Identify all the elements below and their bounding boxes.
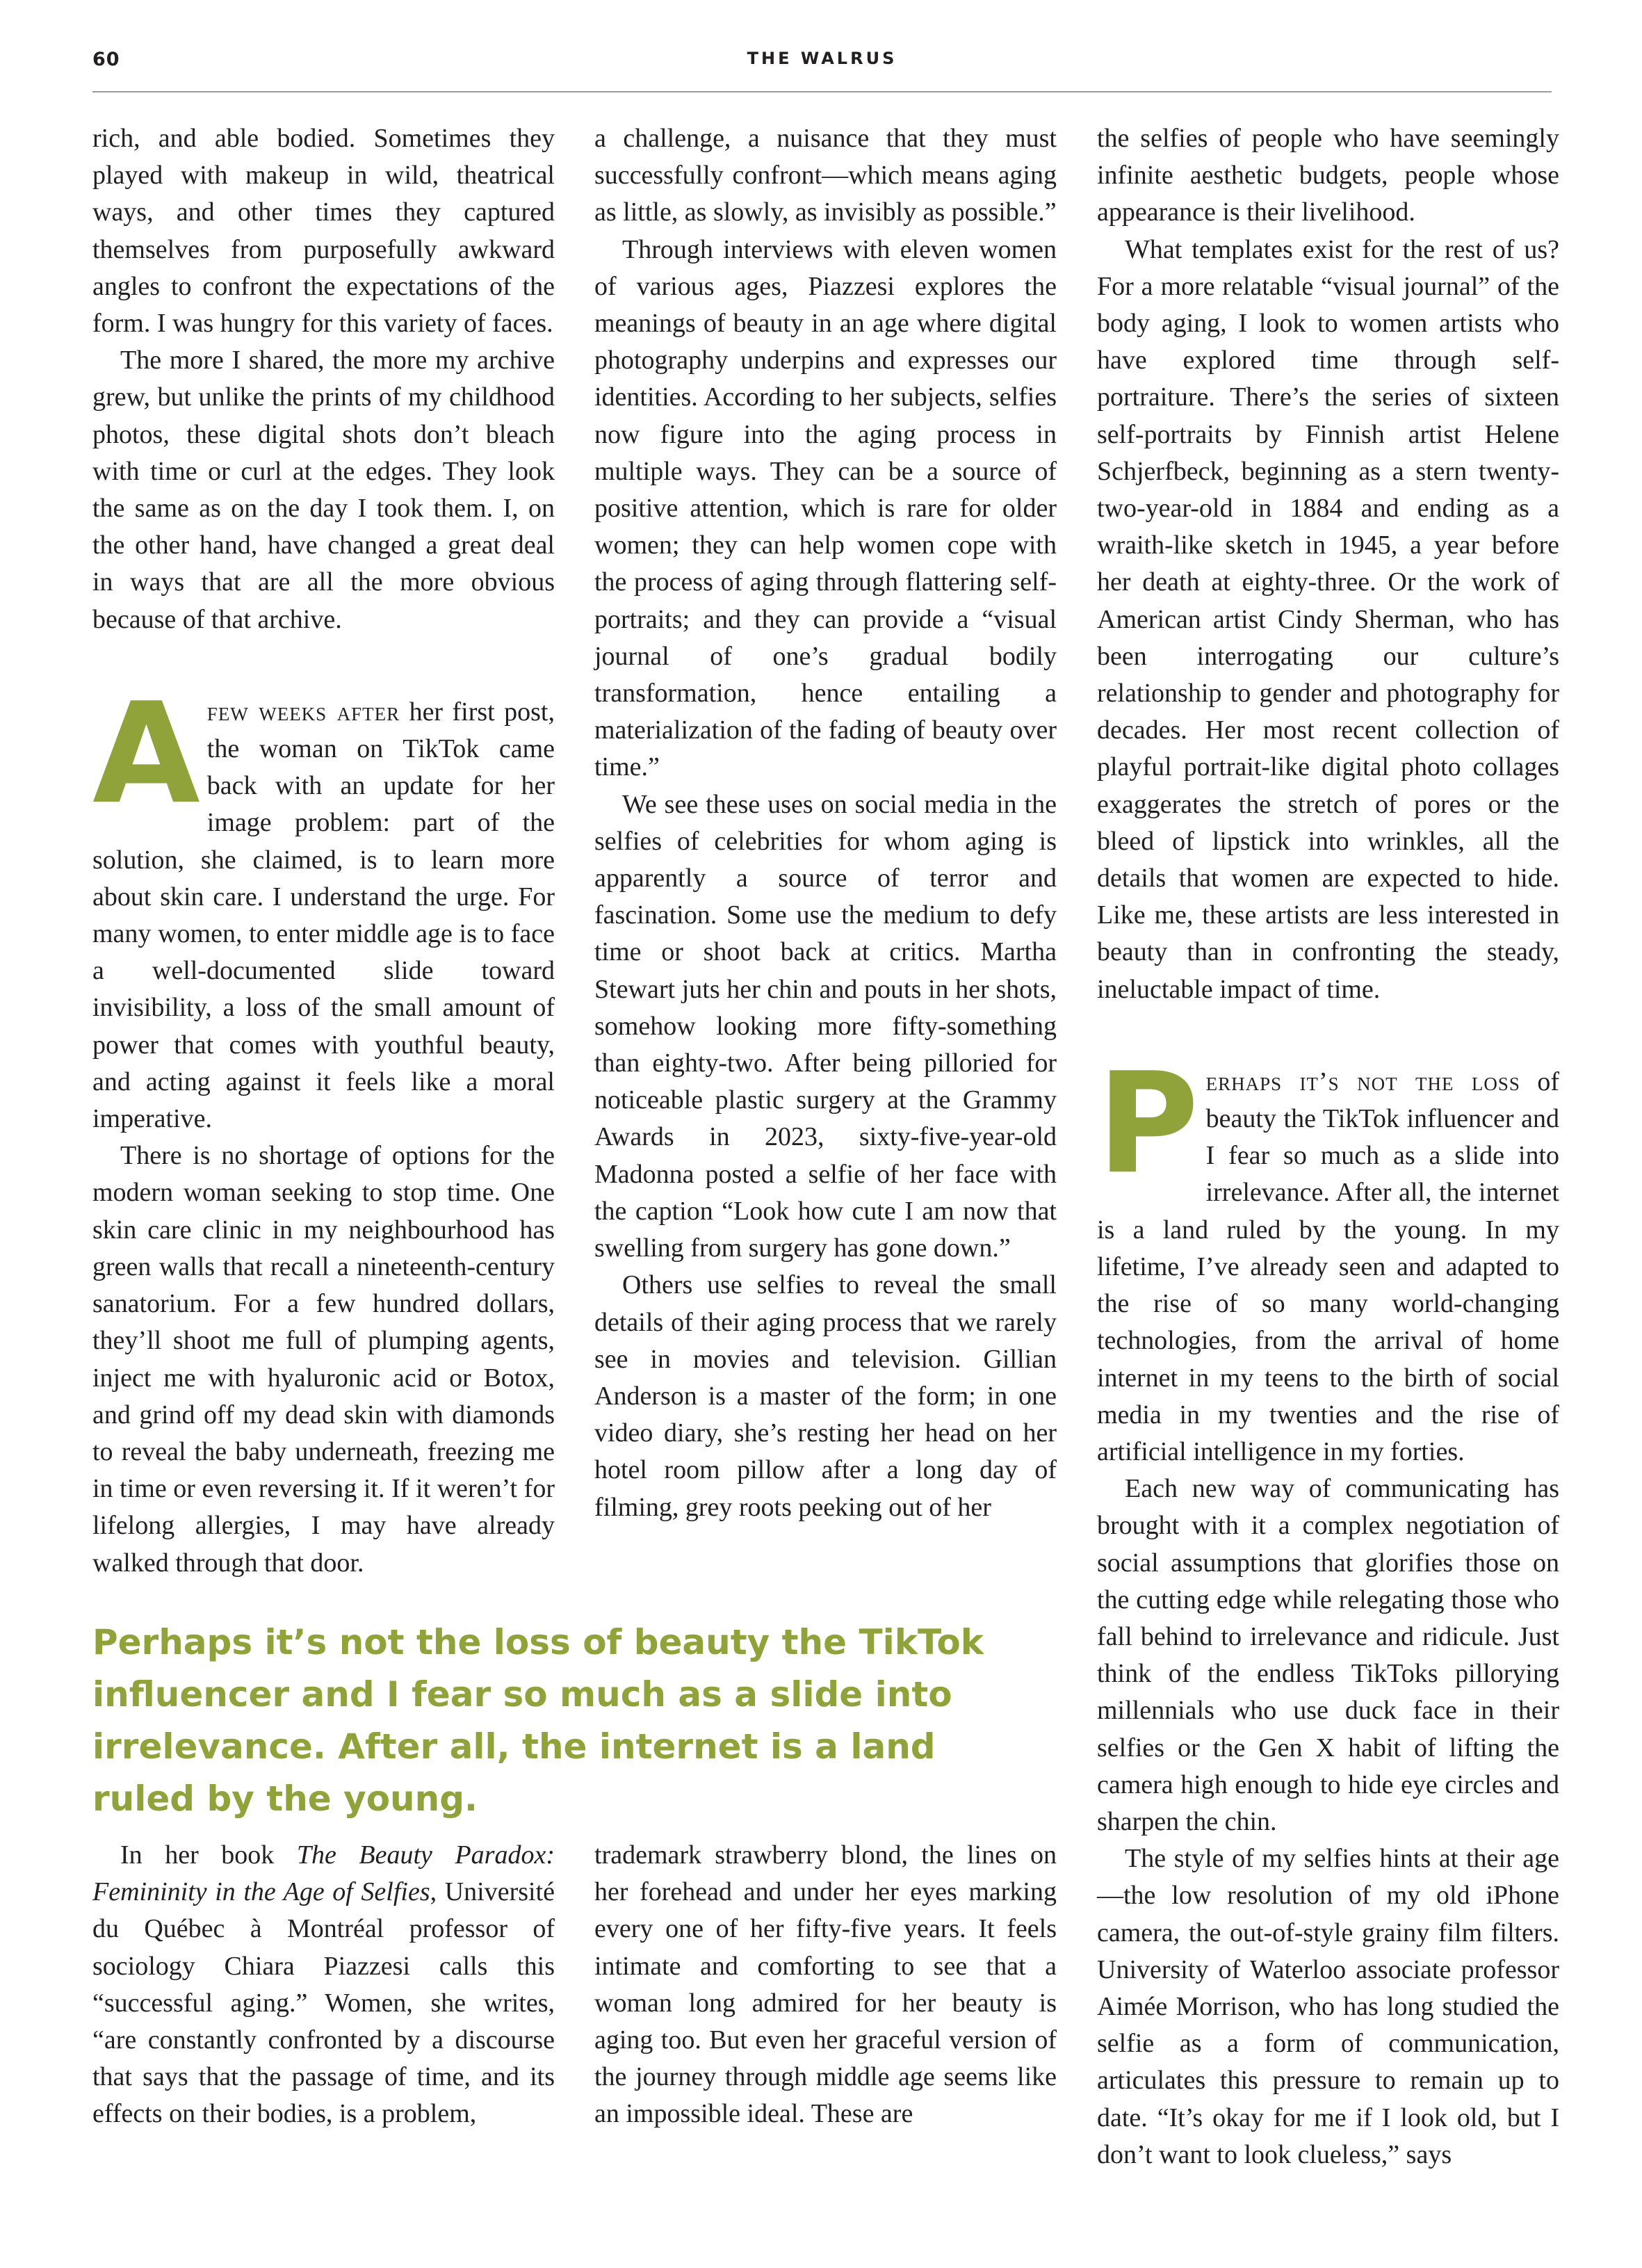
paragraph: We see these uses on social media in the selfies of celebrities for whom aging is apparently a source of terror and fascination. Some use the medium to defy time or shoot back at critics. Martha Stewart juts her chin and pouts in her shots, somehow looking more fifty-something than eighty-two. After being pilloried for noticeable plastic surgery at the Grammy Awards in 2023, sixty-five-year-old Madonna posted a selfie of her face with the caption “Look how cute I am now that swelling from surgery has gone down.” — [594, 789, 1057, 1263]
page-header — [92, 49, 1552, 90]
lead-in: few weeks after — [206, 697, 400, 727]
section-opening-paragraph — [1097, 1042, 1560, 1471]
paragraph-text: In her book — [120, 1840, 297, 1870]
section-opening-paragraph — [92, 672, 555, 1137]
paragraph — [92, 1837, 555, 2133]
column-2 — [594, 120, 1057, 1526]
book-title: The Beauty Paradox: Femininity in the Age of Selfies — [92, 1840, 555, 1907]
drop-cap: A — [92, 672, 200, 835]
column-2-lower — [594, 1837, 1057, 2133]
paragraph: trademark strawberry blond, the lines on her forehead and under her eyes marking every one of her fifty-five years. It feels intimate and comforting to see that a woman long admired for her beauty is aging too. But even her graceful version of the journey through middle age seems like an impossible ideal. These are — [594, 1840, 1057, 2129]
paragraph: Others use selfies to reveal the small details of their aging process that we rarely see in movies and television. Gillian Anderson is a master of the form; in one video diary, she’s resting her head on her hotel room pillow after a long day of filming, grey roots peeking out of her — [594, 1270, 1057, 1522]
paragraph: The style of my selfies hints at their age—the low resolution of my old iPhone camera, the out-of-style grainy film filters. University of Waterloo associate professor Aimée Morrison, who has long studied the selfie as a form of communication, articulates this pressure to remain up to date. “It’s okay for me if I look old, but I don’t want to look clueless,” says — [1097, 1844, 1559, 2169]
page-number: 60 — [92, 49, 120, 70]
column-3 — [1097, 120, 1559, 2173]
paragraph-text: , Université du Québec à Montréal professor of sociology Chiara Piazzesi calls this “successful aging.” Women, she writes, “are constantly confronted by a discourse that says that the passage of time, and its effects on their bodies, is a problem, — [92, 1877, 555, 2129]
column-1 — [92, 120, 555, 1582]
header-divider — [92, 91, 1552, 92]
lead-in: erhaps it’s not the loss — [1205, 1067, 1520, 1096]
column-1-lower — [92, 1837, 555, 2133]
paragraph: The more I shared, the more my archive grew, but unlike the prints of my childhood photos, these digital shots don’t bleach with time or curl at the edges. They look the same as on the day I took them. I, on the other hand, have changed a great deal in ways that are all the more obvious because of that archive. — [92, 346, 555, 634]
paragraph-text: of beauty the TikTok influencer and I fear so much as a slide into irrelevance. After all, the internet is a land ruled by the young. In my lifetime, I’ve already seen and adapted to the rise of so many world-changing technologies, from the arrival of home internet in my teens to the birth of social media in my twenties and the rise of artificial intelligence in my forties. — [1097, 1067, 1560, 1466]
paragraph: the selfies of people who have seemingly infinite aesthetic budgets, people whose appearance is their livelihood. — [1097, 124, 1559, 227]
paragraph: rich, and able bodied. Sometimes they played with makeup in wild, theatrical ways, and other times they captured themselves from purposefully awkward angles to confront the expectations of the form. I was hungry for this variety of faces. — [92, 124, 555, 339]
paragraph: a challenge, a nuisance that they must successfully confront—which means aging as little, as slowly, as invisibly as possible.” — [594, 124, 1057, 227]
paragraph: There is no shortage of options for the modern woman seeking to stop time. One skin care clinic in my neighbourhood has green walls that recall a nineteenth-century sanatorium. For a few hundred dollars, they’ll shoot me full of plumping agents, inject me with hyaluronic acid or Botox, and grind off my dead skin with diamonds to reveal the baby underneath, freezing me in time or even reversing it. If it weren’t for lifelong allergies, I may have already walked through that door. — [92, 1141, 555, 1578]
paragraph-text: her first post, the woman on TikTok came back with an update for her image problem: part of the solution, she claimed, is to learn more about skin care. I understand the urge. For many women, to enter middle age is to face a well-documented slide toward invisibility, a loss of the small amount of power that comes with youthful beauty, and acting against it feels like a moral imperative. — [92, 697, 555, 1134]
paragraph: What templates exist for the rest of us? For a more relatable “visual journal” of the body aging, I look to women artists who have explored time through self-portraiture. There’s the series of sixteen self-portraits by Finnish artist Helene Schjerfbeck, beginning as a stern twenty-two-year-old in 1884 and ending as a wraith-like sketch in 1945, a year before her death at eighty-three. Or the work of American artist Cindy Sherman, who has been interrogating our culture’s relationship to gender and photography for decades. Her most recent collection of playful portrait-like digital photo collages exaggerates the stretch of pores or the bleed of lipstick into wrinkles, all the details that women are expected to hide. Like me, these artists are less interested in beauty than in confronting the steady, ineluctable impact of time. — [1097, 234, 1559, 1004]
paragraph: Each new way of communicating has brought with it a complex negotiation of social assumptions that glorifies those on the cutting edge while relegating those who fall behind to irrelevance and ridicule. Just think of the endless TikToks pillorying millennials who use duck face in their selfies or the Gen X habit of lifting the camera high enough to hide eye circles and sharpen the chin. — [1097, 1474, 1559, 1836]
paragraph: Through interviews with eleven women of various ages, Piazzesi explores the meanings of beauty in an age where digital photography underpins and expresses our identities. According to her subjects, selfies now figure into the aging process in multiple ways. They can be a source of positive attention, which is rare for older women; they can help women cope with the process of aging through flattering self-portraits; and they can provide a “visual journal of one’s gradual bodily transformation, hence entailing a materialization of the fading of beauty over time.” — [594, 234, 1057, 782]
drop-cap: P — [1097, 1042, 1199, 1205]
magazine-name: THE WALRUS — [747, 49, 897, 68]
pull-quote: Perhaps it’s not the loss of beauty the TikTok influencer and I fear so much as a slide into irrelevance. After all, the internet is a land ruled by the young. — [92, 1622, 984, 1819]
